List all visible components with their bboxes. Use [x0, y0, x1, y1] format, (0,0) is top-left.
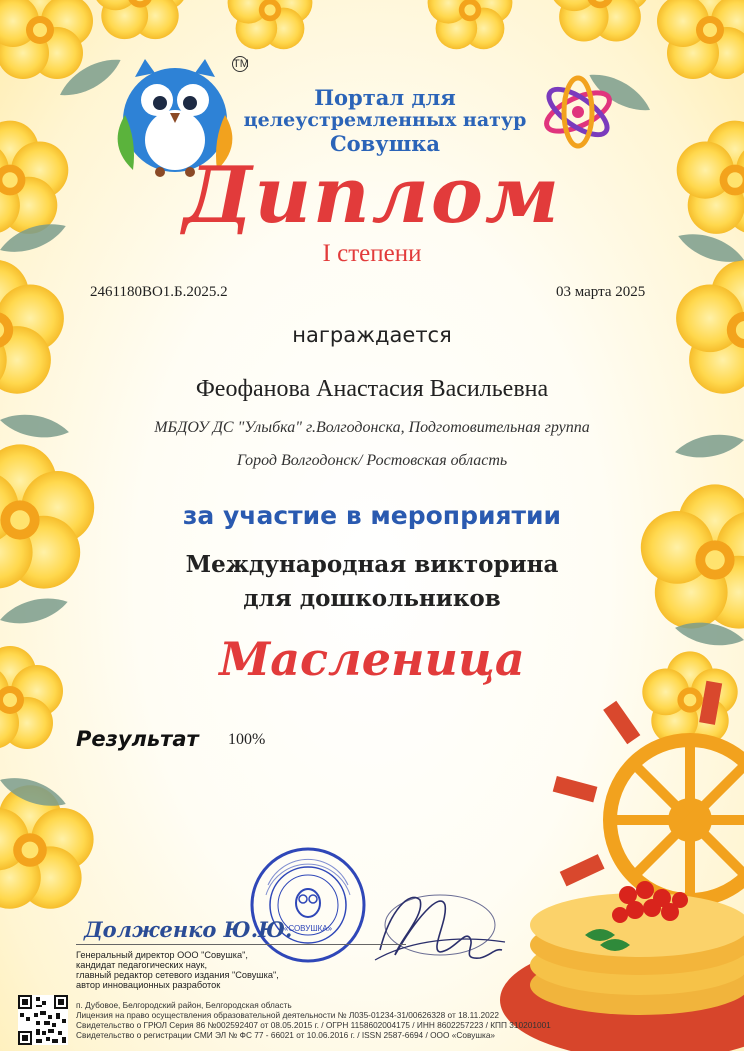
footer-address: п. Дубовое, Белгородский район, Белгородская область — [76, 1000, 292, 1010]
result-label: Результат — [76, 727, 199, 751]
recipient-organization: МБДОУ ДС "Улыбка" г.Волгодонска, Подготовительная группа — [154, 419, 590, 436]
footer-legal — [76, 1000, 551, 1040]
signer-role-line1: Генеральный директор ООО "Совушка", — [76, 950, 248, 960]
signer-role — [76, 950, 279, 990]
portal-name-line1: Портал для — [314, 85, 456, 110]
sun-wheel — [553, 681, 744, 900]
diploma-degree: I степени — [322, 240, 422, 267]
handwritten-signature — [370, 880, 510, 975]
footer-registration: Свидетельство о ГРЮЛ Серия 86 №002592407 от 08.05.2015 г. / ОГРН 1158602004175 / ИНН 8602257223 / КПП 310201001 — [76, 1020, 551, 1030]
signer-role-line4: автор инновационных разработок — [76, 980, 221, 990]
portal-name-line2: целеустремленных натур — [243, 109, 527, 131]
portal-name-line3: Совушка — [329, 131, 441, 156]
official-stamp — [248, 845, 368, 965]
signer-role-line2: кандидат педагогических наук, — [76, 960, 208, 970]
registration-number: 2461180ВО1.Б.2025.2 — [90, 284, 228, 300]
qr-code-icon[interactable] — [18, 995, 68, 1045]
participation-label: за участие в мероприятии — [182, 501, 562, 530]
trademark-badge: TM — [233, 58, 249, 70]
stamp-center-text: «СОВУШКА» — [283, 924, 333, 933]
issue-date: 03 марта 2025 — [556, 284, 646, 300]
signature-line — [76, 944, 406, 945]
result-value: 100% — [228, 731, 266, 748]
event-name-line2: для дошкольников — [243, 585, 501, 612]
event-theme: Масленица — [219, 632, 525, 686]
diploma-title: Диплом — [182, 150, 562, 241]
footer-license: Лицензия на право осуществления образовательной деятельности № Л035-01234-31/00626328 от 18.11.2022 — [76, 1010, 499, 1020]
recipient-location: Город Волгодонск/ Ростовская область — [236, 452, 508, 469]
portal-name — [215, 86, 555, 155]
awarded-label: награждается — [292, 323, 452, 347]
footer-media-registration: Свидетельство о регистрации СМИ ЭЛ № ФС 77 - 66021 от 10.06.2016 г. / ISSN 2587-6694 / ООО «Совушка» — [76, 1030, 496, 1040]
signer-role-line3: главный редактор сетевого издания "Совушка", — [76, 970, 279, 980]
event-name-line1: Международная викторина — [185, 551, 559, 578]
recipient-name: Феофанова Анастасия Васильевна — [195, 376, 549, 402]
signer-name: Долженко Ю.Ю. — [84, 917, 293, 942]
